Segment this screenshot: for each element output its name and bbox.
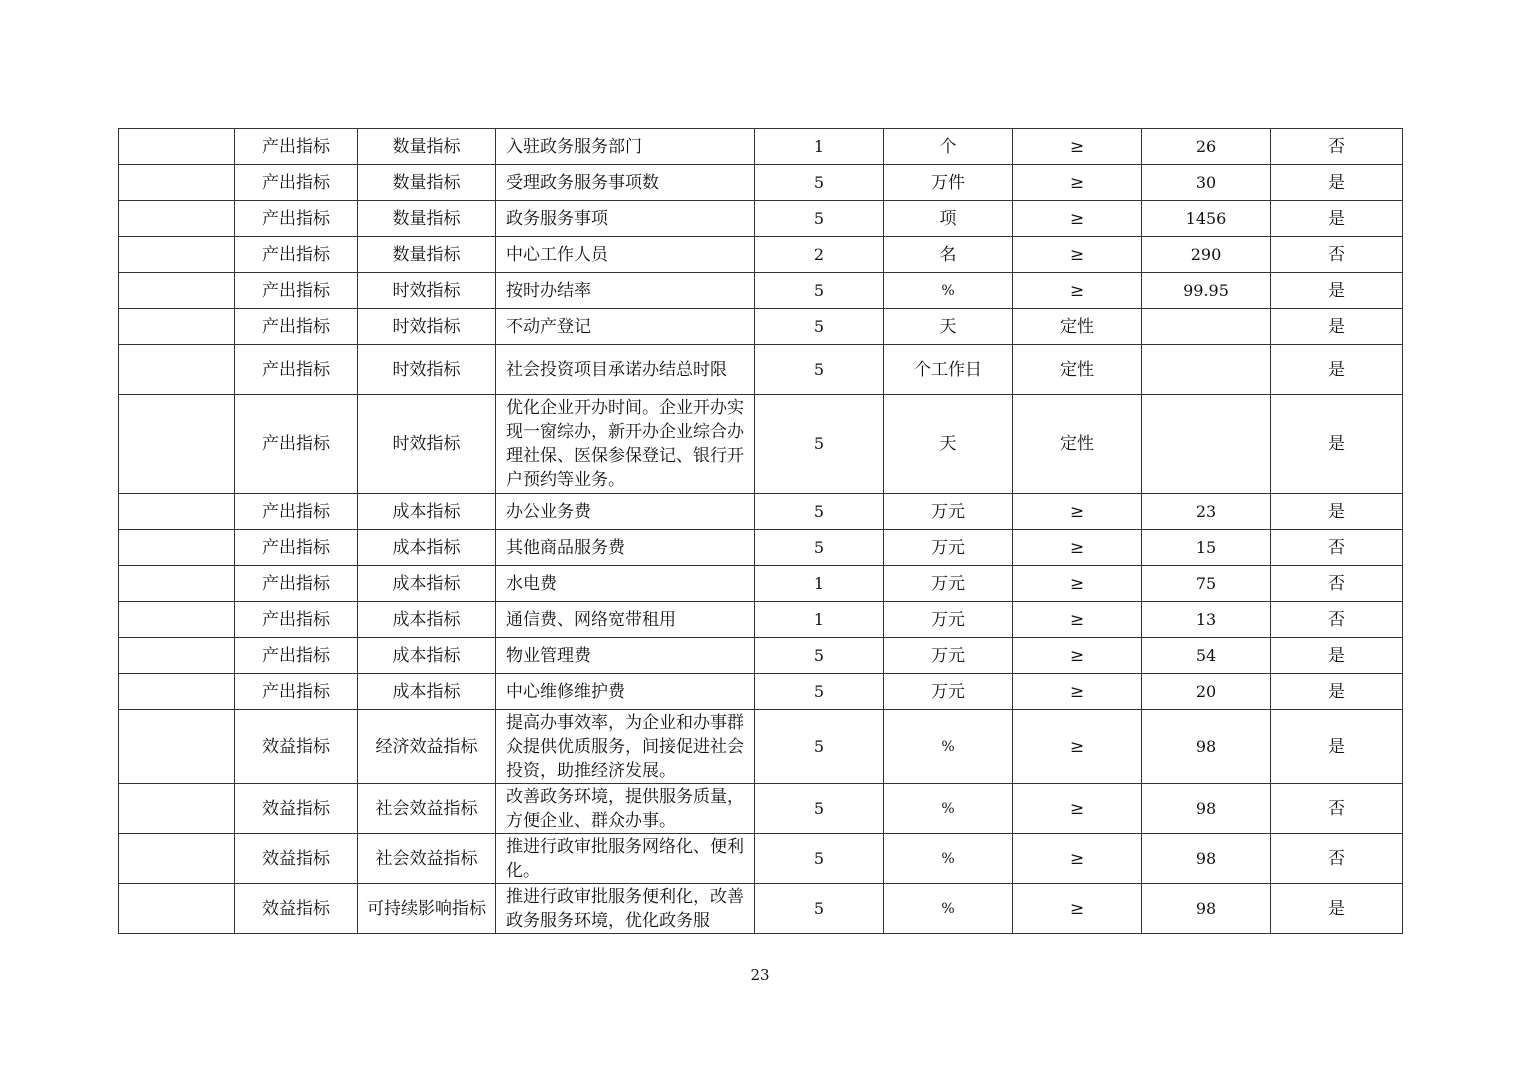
level1-indicator-cell: 产出指标 bbox=[235, 638, 358, 674]
level1-indicator-cell: 产出指标 bbox=[235, 129, 358, 165]
operator-cell: ≥ bbox=[1013, 237, 1142, 273]
weight-score-cell: 5 bbox=[755, 834, 884, 884]
weight-score-cell: 2 bbox=[755, 237, 884, 273]
target-value-cell: 290 bbox=[1142, 237, 1271, 273]
operator-cell: ≥ bbox=[1013, 710, 1142, 784]
is-core-indicator-cell: 否 bbox=[1271, 566, 1403, 602]
unit-cell: % bbox=[884, 784, 1013, 834]
target-value-cell: 98 bbox=[1142, 710, 1271, 784]
table-row bbox=[119, 309, 1403, 345]
unit-cell: 个 bbox=[884, 129, 1013, 165]
weight-score-cell: 5 bbox=[755, 273, 884, 309]
level2-indicator-cell: 成本指标 bbox=[358, 494, 496, 530]
is-core-indicator-cell: 是 bbox=[1271, 273, 1403, 309]
operator-cell: ≥ bbox=[1013, 784, 1142, 834]
category-cell bbox=[119, 309, 235, 345]
level2-indicator-cell: 成本指标 bbox=[358, 530, 496, 566]
target-value-cell: 75 bbox=[1142, 566, 1271, 602]
table-row bbox=[119, 530, 1403, 566]
is-core-indicator-cell: 是 bbox=[1271, 309, 1403, 345]
level1-indicator-cell: 产出指标 bbox=[235, 273, 358, 309]
unit-cell: 名 bbox=[884, 237, 1013, 273]
target-value-cell: 99.95 bbox=[1142, 273, 1271, 309]
operator-cell: ≥ bbox=[1013, 273, 1142, 309]
indicator-description-cell: 社会投资项目承诺办结总时限 bbox=[496, 345, 755, 395]
operator-cell: ≥ bbox=[1013, 674, 1142, 710]
weight-score-cell: 1 bbox=[755, 602, 884, 638]
table-row bbox=[119, 345, 1403, 395]
indicator-description-cell: 中心维修维护费 bbox=[496, 674, 755, 710]
level2-indicator-cell: 可持续影响指标 bbox=[358, 884, 496, 934]
table-row bbox=[119, 784, 1403, 834]
level1-indicator-cell: 效益指标 bbox=[235, 710, 358, 784]
target-value-cell bbox=[1142, 345, 1271, 395]
level1-indicator-cell: 产出指标 bbox=[235, 395, 358, 494]
unit-cell: % bbox=[884, 834, 1013, 884]
level2-indicator-cell: 经济效益指标 bbox=[358, 710, 496, 784]
table-body bbox=[119, 129, 1403, 934]
unit-cell: 万元 bbox=[884, 494, 1013, 530]
weight-score-cell: 5 bbox=[755, 201, 884, 237]
table-row bbox=[119, 602, 1403, 638]
category-cell bbox=[119, 638, 235, 674]
level2-indicator-cell: 时效指标 bbox=[358, 273, 496, 309]
operator-cell: ≥ bbox=[1013, 165, 1142, 201]
level1-indicator-cell: 效益指标 bbox=[235, 784, 358, 834]
weight-score-cell: 5 bbox=[755, 309, 884, 345]
unit-cell: % bbox=[884, 884, 1013, 934]
target-value-cell: 98 bbox=[1142, 884, 1271, 934]
category-cell bbox=[119, 201, 235, 237]
level2-indicator-cell: 成本指标 bbox=[358, 566, 496, 602]
weight-score-cell: 5 bbox=[755, 710, 884, 784]
level1-indicator-cell: 产出指标 bbox=[235, 237, 358, 273]
category-cell bbox=[119, 602, 235, 638]
is-core-indicator-cell: 是 bbox=[1271, 638, 1403, 674]
table-row bbox=[119, 834, 1403, 884]
weight-score-cell: 1 bbox=[755, 566, 884, 602]
indicator-description-cell: 推进行政审批服务便利化，改善政务服务环境，优化政务服 bbox=[496, 884, 755, 934]
indicator-description-cell: 水电费 bbox=[496, 566, 755, 602]
indicator-description-cell: 按时办结率 bbox=[496, 273, 755, 309]
category-cell bbox=[119, 710, 235, 784]
indicator-description-cell: 受理政务服务事项数 bbox=[496, 165, 755, 201]
is-core-indicator-cell: 是 bbox=[1271, 494, 1403, 530]
weight-score-cell: 1 bbox=[755, 129, 884, 165]
level2-indicator-cell: 时效指标 bbox=[358, 395, 496, 494]
is-core-indicator-cell: 否 bbox=[1271, 834, 1403, 884]
level1-indicator-cell: 产出指标 bbox=[235, 674, 358, 710]
table-row bbox=[119, 710, 1403, 784]
category-cell bbox=[119, 566, 235, 602]
weight-score-cell: 5 bbox=[755, 494, 884, 530]
target-value-cell bbox=[1142, 395, 1271, 494]
level1-indicator-cell: 产出指标 bbox=[235, 530, 358, 566]
weight-score-cell: 5 bbox=[755, 674, 884, 710]
category-cell bbox=[119, 129, 235, 165]
category-cell bbox=[119, 494, 235, 530]
is-core-indicator-cell: 是 bbox=[1271, 165, 1403, 201]
weight-score-cell: 5 bbox=[755, 784, 884, 834]
indicator-description-cell: 优化企业开办时间。企业开办实现一窗综办，新开办企业综合办理社保、医保参保登记、银行开户预约等业务。 bbox=[496, 395, 755, 494]
indicator-description-cell: 入驻政务服务部门 bbox=[496, 129, 755, 165]
target-value-cell: 23 bbox=[1142, 494, 1271, 530]
unit-cell: 万件 bbox=[884, 165, 1013, 201]
level2-indicator-cell: 社会效益指标 bbox=[358, 784, 496, 834]
category-cell bbox=[119, 834, 235, 884]
page-number: 23 bbox=[750, 966, 770, 984]
level2-indicator-cell: 数量指标 bbox=[358, 237, 496, 273]
target-value-cell: 30 bbox=[1142, 165, 1271, 201]
level1-indicator-cell: 产出指标 bbox=[235, 494, 358, 530]
category-cell bbox=[119, 674, 235, 710]
level1-indicator-cell: 产出指标 bbox=[235, 165, 358, 201]
level2-indicator-cell: 社会效益指标 bbox=[358, 834, 496, 884]
unit-cell: % bbox=[884, 710, 1013, 784]
level1-indicator-cell: 产出指标 bbox=[235, 309, 358, 345]
level2-indicator-cell: 成本指标 bbox=[358, 674, 496, 710]
category-cell bbox=[119, 237, 235, 273]
level1-indicator-cell: 产出指标 bbox=[235, 602, 358, 638]
operator-cell: ≥ bbox=[1013, 884, 1142, 934]
is-core-indicator-cell: 是 bbox=[1271, 674, 1403, 710]
is-core-indicator-cell: 是 bbox=[1271, 710, 1403, 784]
operator-cell: ≥ bbox=[1013, 129, 1142, 165]
weight-score-cell: 5 bbox=[755, 530, 884, 566]
indicator-description-cell: 中心工作人员 bbox=[496, 237, 755, 273]
is-core-indicator-cell: 否 bbox=[1271, 602, 1403, 638]
is-core-indicator-cell: 是 bbox=[1271, 201, 1403, 237]
target-value-cell: 26 bbox=[1142, 129, 1271, 165]
operator-cell: 定性 bbox=[1013, 395, 1142, 494]
category-cell bbox=[119, 345, 235, 395]
unit-cell: 万元 bbox=[884, 638, 1013, 674]
weight-score-cell: 5 bbox=[755, 345, 884, 395]
is-core-indicator-cell: 否 bbox=[1271, 784, 1403, 834]
level2-indicator-cell: 成本指标 bbox=[358, 638, 496, 674]
is-core-indicator-cell: 是 bbox=[1271, 345, 1403, 395]
target-value-cell: 20 bbox=[1142, 674, 1271, 710]
indicator-description-cell: 通信费、网络宽带租用 bbox=[496, 602, 755, 638]
level2-indicator-cell: 数量指标 bbox=[358, 165, 496, 201]
category-cell bbox=[119, 165, 235, 201]
operator-cell: ≥ bbox=[1013, 602, 1142, 638]
operator-cell: ≥ bbox=[1013, 834, 1142, 884]
table-row bbox=[119, 237, 1403, 273]
category-cell bbox=[119, 884, 235, 934]
target-value-cell: 13 bbox=[1142, 602, 1271, 638]
target-value-cell: 98 bbox=[1142, 834, 1271, 884]
operator-cell: 定性 bbox=[1013, 345, 1142, 395]
unit-cell: 天 bbox=[884, 395, 1013, 494]
is-core-indicator-cell: 否 bbox=[1271, 129, 1403, 165]
table-row bbox=[119, 165, 1403, 201]
target-value-cell: 54 bbox=[1142, 638, 1271, 674]
table-row bbox=[119, 674, 1403, 710]
table-row bbox=[119, 273, 1403, 309]
category-cell bbox=[119, 784, 235, 834]
table-row bbox=[119, 129, 1403, 165]
unit-cell: % bbox=[884, 273, 1013, 309]
operator-cell: ≥ bbox=[1013, 494, 1142, 530]
indicator-description-cell: 办公业务费 bbox=[496, 494, 755, 530]
table-row bbox=[119, 201, 1403, 237]
table-row bbox=[119, 494, 1403, 530]
table-row bbox=[119, 638, 1403, 674]
table-row bbox=[119, 566, 1403, 602]
weight-score-cell: 5 bbox=[755, 884, 884, 934]
weight-score-cell: 5 bbox=[755, 395, 884, 494]
is-core-indicator-cell: 否 bbox=[1271, 237, 1403, 273]
unit-cell: 天 bbox=[884, 309, 1013, 345]
level1-indicator-cell: 效益指标 bbox=[235, 834, 358, 884]
table-row bbox=[119, 395, 1403, 494]
is-core-indicator-cell: 是 bbox=[1271, 395, 1403, 494]
unit-cell: 个工作日 bbox=[884, 345, 1013, 395]
level2-indicator-cell: 时效指标 bbox=[358, 309, 496, 345]
indicator-description-cell: 物业管理费 bbox=[496, 638, 755, 674]
indicator-description-cell: 推进行政审批服务网络化、便利化。 bbox=[496, 834, 755, 884]
category-cell bbox=[119, 395, 235, 494]
operator-cell: ≥ bbox=[1013, 638, 1142, 674]
indicator-description-cell: 改善政务环境，提供服务质量，方便企业、群众办事。 bbox=[496, 784, 755, 834]
level1-indicator-cell: 产出指标 bbox=[235, 566, 358, 602]
category-cell bbox=[119, 530, 235, 566]
level2-indicator-cell: 数量指标 bbox=[358, 129, 496, 165]
indicator-description-cell: 政务服务事项 bbox=[496, 201, 755, 237]
performance-indicator-table bbox=[118, 128, 1403, 934]
unit-cell: 万元 bbox=[884, 566, 1013, 602]
level1-indicator-cell: 效益指标 bbox=[235, 884, 358, 934]
indicator-description-cell: 不动产登记 bbox=[496, 309, 755, 345]
operator-cell: ≥ bbox=[1013, 530, 1142, 566]
level1-indicator-cell: 产出指标 bbox=[235, 345, 358, 395]
operator-cell: ≥ bbox=[1013, 566, 1142, 602]
is-core-indicator-cell: 否 bbox=[1271, 530, 1403, 566]
is-core-indicator-cell: 是 bbox=[1271, 884, 1403, 934]
category-cell bbox=[119, 273, 235, 309]
target-value-cell: 15 bbox=[1142, 530, 1271, 566]
indicator-description-cell: 提高办事效率，为企业和办事群众提供优质服务，间接促进社会投资，助推经济发展。 bbox=[496, 710, 755, 784]
unit-cell: 项 bbox=[884, 201, 1013, 237]
level2-indicator-cell: 时效指标 bbox=[358, 345, 496, 395]
unit-cell: 万元 bbox=[884, 530, 1013, 566]
operator-cell: 定性 bbox=[1013, 309, 1142, 345]
operator-cell: ≥ bbox=[1013, 201, 1142, 237]
level2-indicator-cell: 数量指标 bbox=[358, 201, 496, 237]
unit-cell: 万元 bbox=[884, 602, 1013, 638]
target-value-cell: 1456 bbox=[1142, 201, 1271, 237]
target-value-cell bbox=[1142, 309, 1271, 345]
table-row bbox=[119, 884, 1403, 934]
unit-cell: 万元 bbox=[884, 674, 1013, 710]
weight-score-cell: 5 bbox=[755, 638, 884, 674]
indicator-description-cell: 其他商品服务费 bbox=[496, 530, 755, 566]
target-value-cell: 98 bbox=[1142, 784, 1271, 834]
weight-score-cell: 5 bbox=[755, 165, 884, 201]
level1-indicator-cell: 产出指标 bbox=[235, 201, 358, 237]
level2-indicator-cell: 成本指标 bbox=[358, 602, 496, 638]
